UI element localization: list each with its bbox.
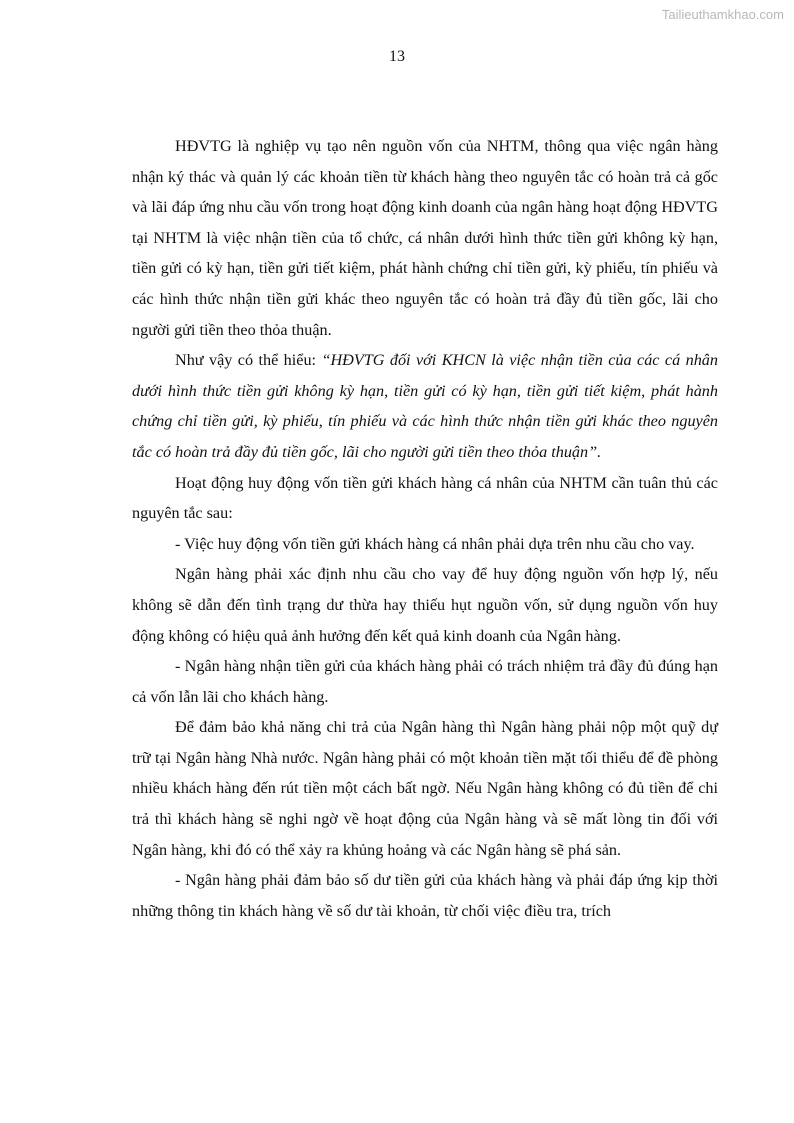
paragraph-principle-2-detail: Để đảm bảo khả năng chi trả của Ngân hàng thì Ngân hàng phải nộp một quỹ dự trữ tại Ngân hàng Nhà nước. Ngân hàng phải có một khoản tiền mặt tối thiểu để đề phòng nhiều khách hàng đến rút tiền một cách bất ngờ. Nếu Ngân hàng không có đủ tiền để chi trả thì khách hàng sẽ nghi ngờ về hoạt động của Ngân hàng và sẽ mất lòng tin đối với Ngân hàng, khi đó có thể xảy ra khủng hoảng và các Ngân hàng sẽ phá sản. bbox=[132, 718, 718, 859]
page-number: 13 bbox=[389, 48, 405, 65]
paragraph-principle-2: - Ngân hàng nhận tiền gửi của khách hàng phải có trách nhiệm trả đầy đủ đúng hạn cả vốn lẫn lãi cho khách hàng. bbox=[132, 657, 718, 706]
definition-intro: Như vậy có thể hiểu: bbox=[175, 351, 322, 370]
paragraph-principles-intro: Hoạt động huy động vốn tiền gửi khách hàng cá nhân của NHTM cần tuân thủ các nguyên tắc sau: bbox=[132, 473, 718, 523]
watermark-text: Tailieuthamkhao.com bbox=[661, 7, 784, 22]
paragraph-principle-3: - Ngân hàng phải đảm bảo số dư tiền gửi của khách hàng và phải đáp ứng kịp thời những thông tin khách hàng về số dư tài khoản, từ chối việc điều tra, trích bbox=[132, 871, 718, 920]
document-body bbox=[132, 131, 718, 926]
paragraph-khcn-definition bbox=[132, 345, 718, 467]
paragraph-principle-1: - Việc huy động vốn tiền gửi khách hàng cá nhân phải dựa trên nhu cầu cho vay. bbox=[175, 534, 695, 553]
paragraph-hdvtg-definition: HĐVTG là nghiệp vụ tạo nên nguồn vốn của NHTM, thông qua việc ngân hàng nhận ký thác và quản lý các khoản tiền từ khách hàng theo nguyên tắc có hoàn trả cả gốc và lãi đáp ứng nhu cầu vốn trong hoạt động kinh doanh của ngân hàng hoạt động HĐVTG tại NHTM là việc nhận tiền của tổ chức, cá nhân dưới hình thức tiền gửi không kỳ hạn, tiền gửi có kỳ hạn, tiền gửi tiết kiệm, phát hành chứng chỉ tiền gửi, kỳ phiếu, tín phiếu và các hình thức nhận tiền gửi khác theo nguyên tắc có hoàn trả đầy đủ tiền gốc, lãi cho người gửi tiền theo thỏa thuận. bbox=[132, 137, 718, 339]
paragraph-principle-1-detail: Ngân hàng phải xác định nhu cầu cho vay để huy động nguồn vốn hợp lý, nếu không sẽ dẫn đến tình trạng dư thừa hay thiếu hụt nguồn vốn, sử dụng nguồn vốn huy động không có hiệu quả ảnh hưởng đến kết quả kinh doanh của Ngân hàng. bbox=[132, 565, 718, 645]
definition-quote: “HĐVTG đối với KHCN là việc nhận tiền của các cá nhân dưới hình thức tiền gửi không kỳ hạn, tiền gửi có kỳ hạn, tiền gửi tiết kiệm, phát hành chứng chỉ tiền gửi, kỳ phiếu, tín phiếu và các hình thức nhận tiền gửi khác theo nguyên tắc có hoàn trả đầy đủ tiền gốc, lãi cho người gửi tiền theo thỏa thuận”. bbox=[132, 351, 718, 461]
